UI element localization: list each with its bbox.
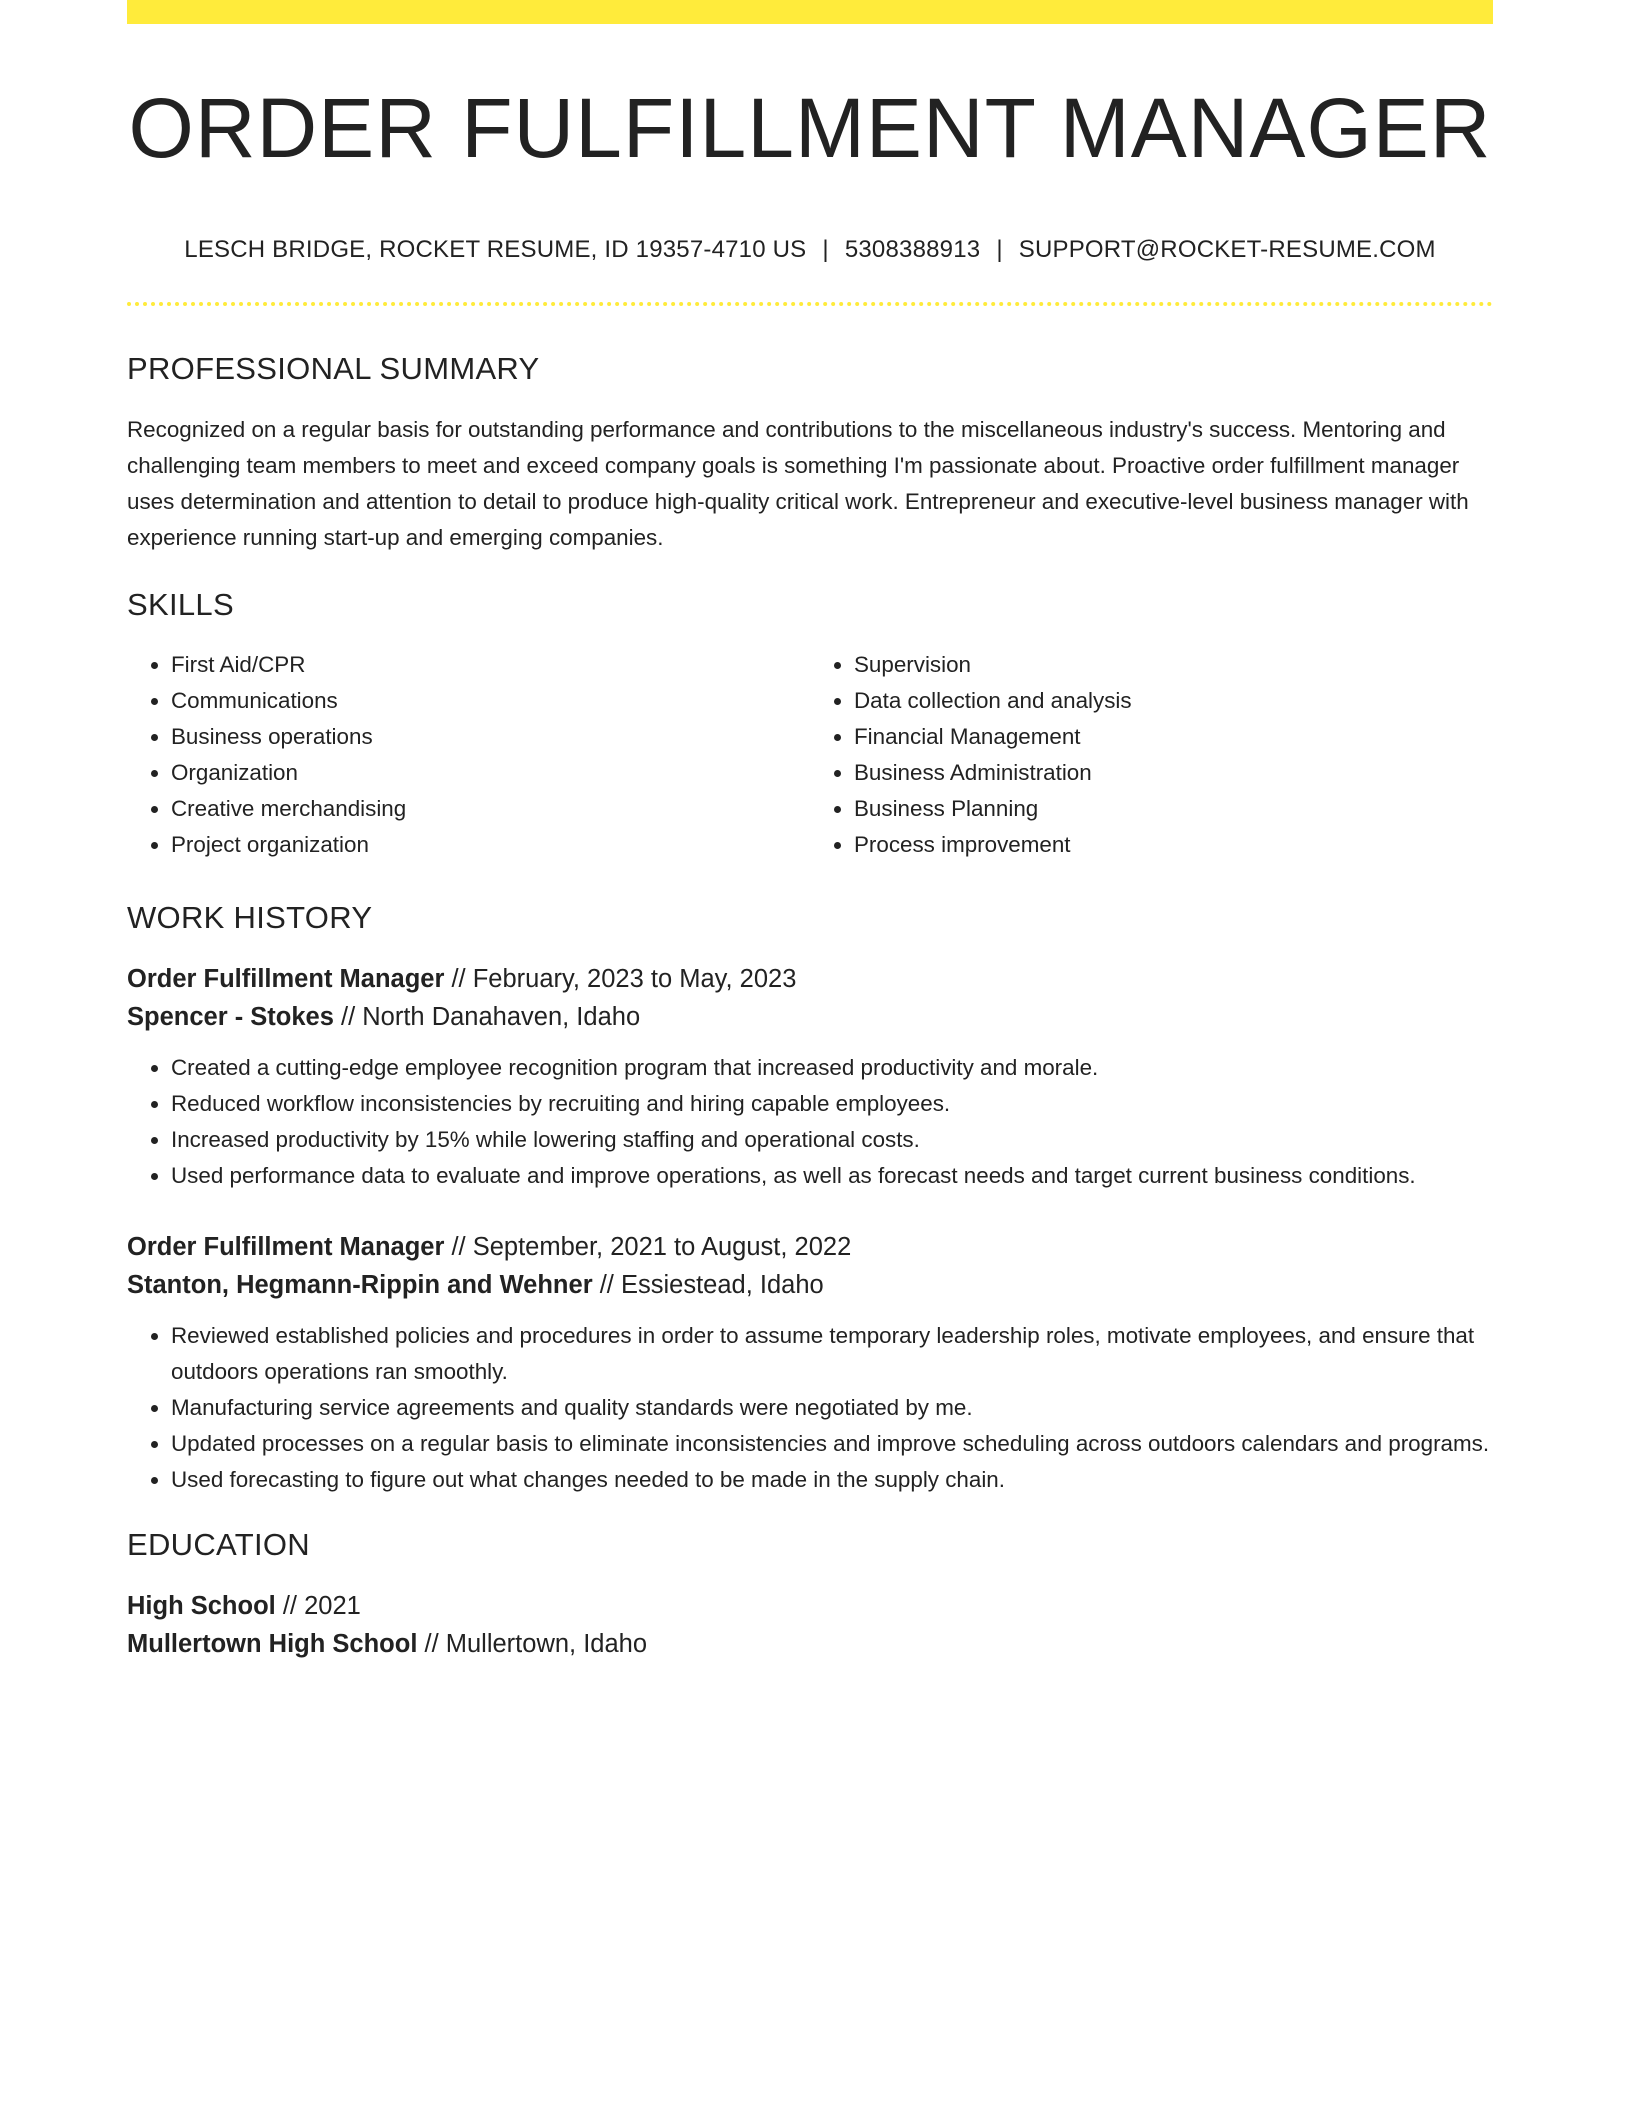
skills-list [127,647,1493,863]
job-bullet: • Used forecasting to figure out what changes needed to be made in the supply chain. [171,1462,1493,1498]
skill-item: • Data collection and analysis [854,683,1493,719]
job-company: Spencer - Stokes [127,1002,334,1031]
resume-title: ORDER FULFILLMENT MANAGER [128,81,1492,175]
education-entry [127,1587,1493,1663]
skills-column-right [810,647,1493,863]
job-company-line [127,998,1493,1036]
job-role: Order Fulfillment Manager [127,1232,445,1261]
skill-item: • Supervision [854,647,1493,683]
education-degree: High School [127,1592,276,1621]
education-school-line [127,1625,1493,1663]
phone: 5308388913 [844,236,981,264]
job-bullet: • Increased productivity by 15% while lowering staffing and operational costs. [171,1122,1493,1158]
job-company-line [127,1266,1493,1304]
section-title-education: EDUCATION [127,1526,310,1562]
job-entry [127,1228,1493,1498]
skill-item: • Organization [171,755,810,791]
section-title-skills: SKILLS [127,586,234,622]
job-bullets [127,1050,1493,1194]
job-bullet: • Reduced workflow inconsistencies by recruiting and hiring capable employees. [171,1086,1493,1122]
address: LESCH BRIDGE, ROCKET RESUME, ID 19357-4710 US [184,236,807,264]
accent-bar [127,0,1493,24]
skill-item: • Process improvement [854,827,1493,863]
skill-item: • Business operations [171,719,810,755]
job-location: // Essiestead, Idaho [592,1270,824,1299]
skill-item: • Creative merchandising [171,791,810,827]
job-entry [127,960,1493,1194]
job-role-line [127,1228,1493,1266]
job-bullet: • Manufacturing service agreements and quality standards were negotiated by me. [171,1390,1493,1426]
email: SUPPORT@ROCKET-RESUME.COM [1018,236,1436,264]
job-role-line [127,960,1493,998]
job-location: // North Danahaven, Idaho [333,1002,641,1031]
education-year: // 2021 [275,1592,361,1621]
job-bullet: • Updated processes on a regular basis to eliminate inconsistencies and improve scheduling across outdoors calendars and programs. [171,1426,1493,1462]
skill-item: • Communications [171,683,810,719]
job-dates: // September, 2021 to August, 2022 [444,1232,852,1261]
job-bullets [127,1318,1493,1498]
skill-item: • Project organization [171,827,810,863]
education-location: // Mullertown, Idaho [417,1630,648,1659]
education-degree-line [127,1587,1493,1625]
job-bullet: • Used performance data to evaluate and improve operations, as well as forecast needs and target current business conditions. [171,1158,1493,1194]
contact-separator: | [996,236,1003,264]
summary-text: Recognized on a regular basis for outstanding performance and contributions to the miscellaneous industry's success. Mentoring and challenging team members to meet and exceed company goals is something I'm passionate about. Proactive order fulfillment manager uses determination and attention to detail to produce high-quality critical work. Entrepreneur and executive-level business manager with experience running start-up and emerging companies. [127,416,1469,550]
skills-column-left [127,647,810,863]
section-title-work-history: WORK HISTORY [127,899,373,935]
job-company: Stanton, Hegmann-Rippin and Wehner [127,1270,593,1299]
skill-item: • Business Planning [854,791,1493,827]
job-role: Order Fulfillment Manager [127,964,445,993]
skill-item: • Financial Management [854,719,1493,755]
job-bullet: • Reviewed established policies and procedures in order to assume temporary leadership roles, motivate employees, and ensure that outdoors operations ran smoothly. [171,1318,1493,1390]
dotted-divider [127,302,1493,306]
section-title-summary: PROFESSIONAL SUMMARY [127,351,540,387]
contact-line [127,236,1493,264]
education-school: Mullertown High School [127,1630,418,1659]
job-dates: // February, 2023 to May, 2023 [444,964,797,993]
resume-page [127,0,1493,1663]
skill-item: • First Aid/CPR [171,647,810,683]
skill-item: • Business Administration [854,755,1493,791]
contact-separator: | [822,236,829,264]
job-bullet: • Created a cutting-edge employee recognition program that increased productivity and morale. [171,1050,1493,1086]
